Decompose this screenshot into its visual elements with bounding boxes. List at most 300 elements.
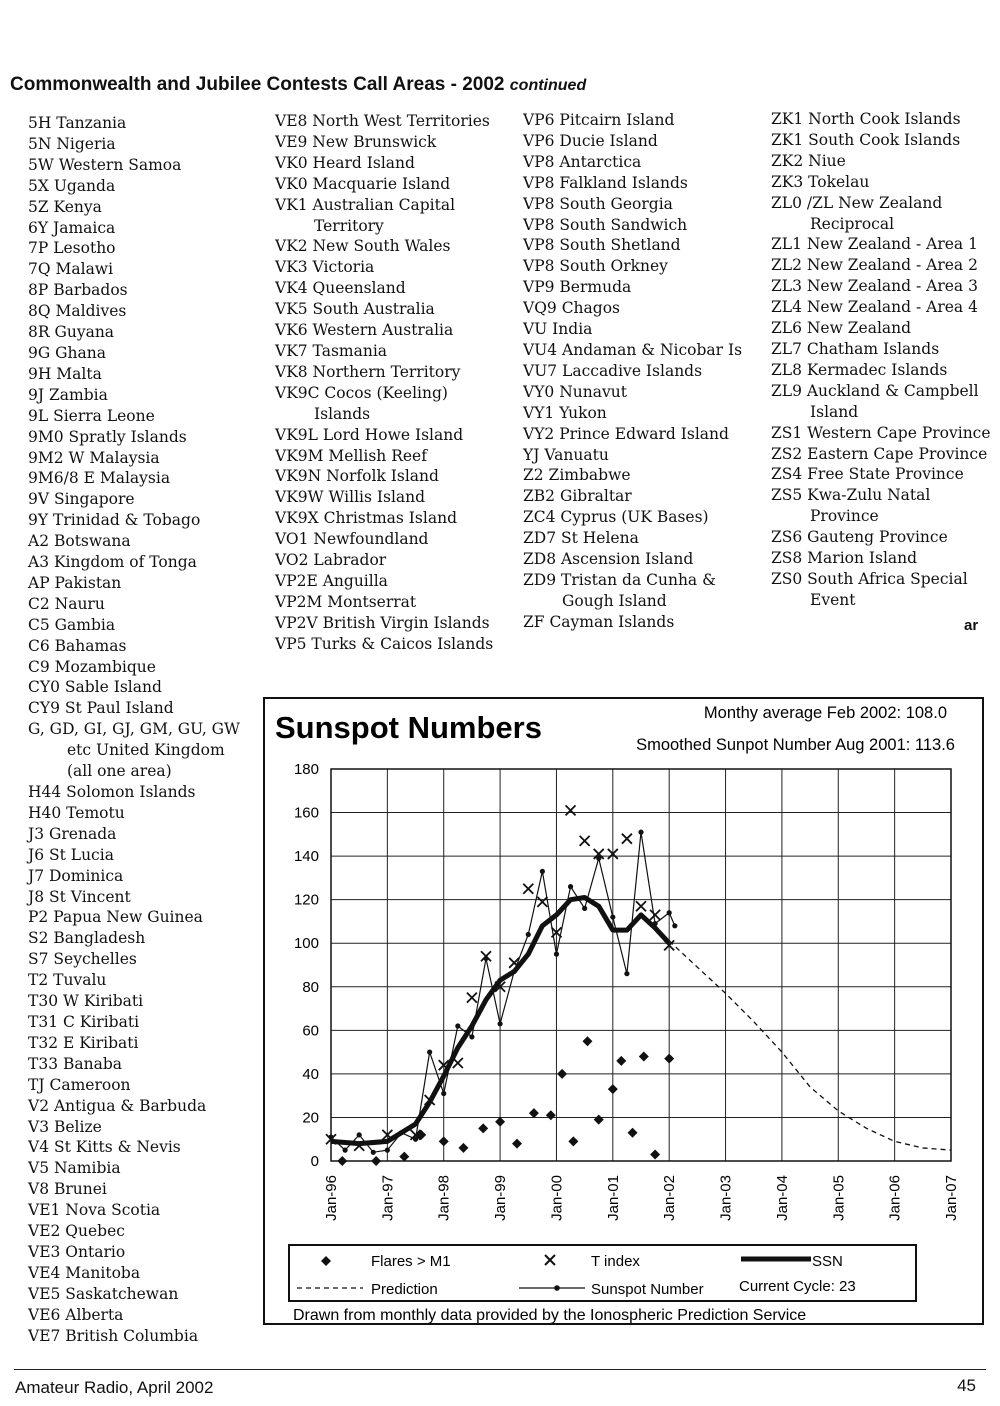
flares-point	[664, 1054, 674, 1064]
call-area-text: VK4 Queensland	[275, 279, 406, 298]
sunspot-number-point	[554, 952, 559, 957]
sunspot-number-point	[371, 1150, 376, 1155]
flares-point	[557, 1069, 567, 1079]
call-area-text: VE3 Ontario	[28, 1242, 126, 1261]
call-area-continuation: Territory	[314, 216, 384, 235]
call-area-text: ZL8 Kermadec Islands	[771, 360, 948, 379]
call-area-entry	[28, 1033, 240, 1054]
call-area-text: VE4 Manitoba	[28, 1263, 141, 1282]
call-area-text: ZS8 Marion Island	[771, 549, 918, 568]
call-area-text: ZK1 North Cook Islands	[771, 110, 961, 128]
call-area-text: 9G Ghana	[28, 343, 106, 362]
y-tick-label: 80	[302, 978, 319, 996]
call-area-text: T33 Banaba	[28, 1054, 123, 1073]
call-area-text: VP2V British Virgin Islands	[275, 613, 490, 632]
call-area-text: V8 Brunei	[28, 1180, 107, 1199]
call-area-entry	[28, 531, 240, 552]
page-number: 45	[957, 1376, 976, 1395]
call-area-text: VU India	[523, 320, 593, 339]
x-tick-label: Jan-07	[943, 1175, 960, 1221]
flares-point	[337, 1156, 347, 1166]
call-area-text: 9M2 W Malaysia	[28, 448, 160, 467]
call-area-text: ZL0 /ZL New Zealand	[771, 193, 943, 212]
t-index-point	[636, 901, 646, 911]
call-area-text: C6 Bahamas	[28, 636, 127, 655]
call-area-entry	[28, 594, 240, 615]
call-area-continuation: Province	[810, 507, 879, 526]
sunspot-number-point	[672, 923, 677, 928]
flares-point	[616, 1056, 626, 1066]
call-area-text: VP2E Anguilla	[275, 571, 388, 590]
call-area-text: 8R Guyana	[28, 323, 115, 342]
call-area-entry	[28, 1221, 240, 1242]
t-index-point	[453, 1058, 463, 1068]
call-area-entry	[28, 238, 240, 259]
call-area-text: 9L Sierra Leone	[28, 406, 155, 425]
call-area-entry	[28, 343, 240, 364]
call-area-text: T2 Tuvalu	[28, 971, 107, 990]
call-area-entry	[28, 385, 240, 406]
call-area-entry	[275, 299, 493, 320]
y-tick-label: 140	[293, 848, 319, 866]
call-area-continuation: Reciprocal	[810, 214, 895, 233]
call-area-entry	[771, 151, 991, 172]
call-area-entry	[275, 592, 493, 613]
legend-t-index-symbol	[545, 1255, 555, 1265]
call-area-entry	[771, 527, 991, 548]
article-signoff: ar	[964, 617, 979, 634]
call-area-text: J3 Grenada	[28, 824, 117, 843]
y-tick-label: 20	[302, 1109, 319, 1127]
call-area-entry	[275, 362, 493, 383]
call-area-entry	[523, 486, 742, 507]
call-area-text: ZK2 Niue	[771, 151, 846, 170]
call-area-text: VQ9 Chagos	[523, 299, 620, 318]
call-area-text: VP6 Ducie Island	[523, 131, 658, 150]
call-area-text: VK9L Lord Howe Island	[275, 425, 464, 444]
prediction-line	[669, 941, 951, 1150]
call-area-entry	[28, 1242, 240, 1263]
call-area-entry	[523, 277, 742, 298]
y-tick-label: 0	[310, 1153, 319, 1170]
call-area-text: VK1 Australian Capital	[275, 195, 456, 214]
call-area-entry	[523, 235, 742, 256]
call-area-entry	[28, 218, 240, 239]
call-area-text: 9V Singapore	[28, 490, 135, 509]
call-area-text: V4 St Kitts & Nevis	[28, 1138, 181, 1157]
call-area-text: ZL2 New Zealand - Area 2	[771, 256, 978, 275]
sunspot-number-point	[469, 1034, 474, 1039]
call-area-entry	[523, 152, 742, 173]
flares-point	[478, 1123, 488, 1133]
call-area-text: VE2 Quebec	[28, 1222, 125, 1241]
x-tick-label: Jan-99	[492, 1175, 510, 1221]
call-area-text: J6 St Lucia	[28, 845, 114, 864]
call-area-text: ZK1 South Cook Islands	[771, 130, 961, 149]
call-area-continuation: (all one area)	[67, 762, 172, 781]
call-area-entry	[28, 280, 240, 301]
legend-ssn-label: SSN	[812, 1253, 843, 1270]
plot-area-border	[331, 769, 951, 1161]
call-area-text: 9H Malta	[28, 364, 102, 383]
sunspot-number-point	[582, 906, 587, 911]
call-area-text: VU7 Laccadive Islands	[523, 361, 703, 380]
call-area-entry	[275, 320, 493, 341]
flares-point	[371, 1156, 381, 1166]
call-area-entry	[275, 487, 493, 508]
call-area-entry	[28, 636, 240, 657]
sunspot-number-point	[427, 1050, 432, 1055]
call-area-column-1	[28, 113, 240, 1346]
call-area-entry	[523, 256, 742, 277]
call-area-entry	[28, 113, 240, 134]
call-area-entry	[28, 197, 240, 218]
call-area-column-2	[275, 111, 493, 655]
sunspot-number-point	[652, 921, 657, 926]
call-area-text: 9J Zambia	[28, 385, 108, 404]
call-area-entry	[275, 383, 493, 425]
call-area-text: H44 Solomon Islands	[28, 783, 196, 801]
call-area-text: 5W Western Samoa	[28, 155, 182, 174]
legend-sunspot-symbol-dot	[554, 1285, 560, 1291]
call-area-entry	[523, 215, 742, 236]
call-area-entry	[523, 465, 742, 486]
call-area-text: VP8 South Orkney	[523, 257, 668, 276]
sunspot-number-point	[638, 830, 643, 835]
call-area-text: S2 Bangladesh	[28, 929, 146, 948]
call-area-text: ZS2 Eastern Cape Province	[771, 444, 988, 463]
call-area-entry	[275, 278, 493, 299]
call-area-text: TJ Cameroon	[28, 1075, 131, 1094]
sunspot-number-point	[624, 971, 629, 976]
t-index-point	[537, 897, 547, 907]
call-area-text: VP8 Falkland Islands	[523, 173, 688, 192]
flares-point	[628, 1128, 638, 1138]
call-area-text: 9M6/8 E Malaysia	[28, 469, 171, 488]
x-tick-label: Jan-01	[604, 1175, 622, 1221]
call-area-entry	[771, 485, 991, 527]
call-area-entry	[275, 634, 493, 655]
call-area-text: AP Pakistan	[28, 573, 122, 592]
call-area-entry	[28, 657, 240, 678]
call-area-entry	[28, 866, 240, 887]
call-area-text: VK0 Macquarie Island	[275, 174, 451, 193]
call-area-entry	[28, 1075, 240, 1096]
y-tick-label: 120	[293, 891, 319, 909]
call-area-text: 9Y Trinidad & Tobago	[28, 511, 201, 530]
call-area-entry	[523, 403, 742, 424]
call-area-text: 6Y Jamaica	[28, 218, 116, 237]
call-area-text: VK0 Heard Island	[275, 153, 415, 172]
legend-current-cycle: Current Cycle: 23	[739, 1278, 856, 1295]
call-area-entry	[28, 301, 240, 322]
t-index-point	[566, 805, 576, 815]
x-tick-label: Jan-97	[379, 1175, 397, 1221]
call-area-text: VE9 New Brunswick	[275, 132, 437, 151]
call-area-text: VY2 Prince Edward Island	[523, 424, 729, 443]
call-area-text: ZL6 New Zealand	[771, 319, 912, 338]
legend-flares-label: Flares > M1	[371, 1253, 451, 1270]
sunspot-number-point	[568, 884, 573, 889]
call-area-text: G, GD, GI, GJ, GM, GU, GW	[28, 720, 240, 739]
call-area-entry	[771, 569, 991, 611]
x-tick-label: Jan-06	[886, 1175, 904, 1221]
call-area-entry	[28, 176, 240, 197]
call-area-entry	[275, 132, 493, 153]
call-area-entry	[523, 110, 742, 131]
call-area-entry	[28, 552, 240, 573]
call-area-entry	[771, 276, 991, 297]
flares-point	[608, 1084, 618, 1094]
call-area-entry	[523, 507, 742, 528]
call-area-text: VK9N Norfolk Island	[275, 467, 439, 486]
call-area-entry	[28, 907, 240, 928]
call-area-text: P2 Papua New Guinea	[28, 908, 203, 927]
call-area-entry	[28, 1117, 240, 1138]
call-area-entry	[771, 255, 991, 276]
sunspot-number-point	[540, 869, 545, 874]
call-area-text: ZD9 Tristan da Cunha &	[523, 570, 716, 589]
footer-publication: Amateur Radio, April 2002	[15, 1378, 214, 1397]
call-area-entry	[28, 510, 240, 531]
call-area-entry	[771, 423, 991, 444]
sunspot-number-point	[497, 1021, 502, 1026]
sunspot-number-point	[526, 932, 531, 937]
call-area-text: VP6 Pitcairn Island	[523, 111, 675, 129]
call-area-text: ZL9 Auckland & Campbell	[771, 381, 979, 400]
call-area-entry	[28, 1137, 240, 1158]
sunspot-number-point	[342, 1148, 347, 1153]
flares-point	[582, 1036, 592, 1046]
flares-point	[546, 1110, 556, 1120]
y-tick-label: 40	[302, 1065, 319, 1083]
call-area-entry	[523, 424, 742, 445]
t-index-point	[622, 834, 632, 844]
chart-info-smoothed: Smoothed Sunpot Number Aug 2001: 113.6	[636, 736, 955, 754]
call-area-entry	[28, 991, 240, 1012]
call-area-text: 9M0 Spratly Islands	[28, 427, 187, 446]
call-area-text: ZB2 Gibraltar	[523, 487, 632, 506]
call-area-text: ZF Cayman Islands	[523, 612, 675, 631]
call-area-text: 8P Barbados	[28, 281, 128, 300]
call-area-entry	[275, 571, 493, 592]
call-area-text: ZK3 Tokelau	[771, 172, 870, 191]
call-area-entry	[28, 406, 240, 427]
x-tick-label: Jan-98	[435, 1175, 453, 1221]
call-area-text: VK5 South Australia	[275, 300, 435, 319]
chart-source-note: Drawn from monthly data provided by the Ionospheric Prediction Service	[293, 1307, 807, 1323]
call-area-entry	[275, 508, 493, 529]
call-area-text: 5N Nigeria	[28, 134, 116, 153]
call-area-text: 5H Tanzania	[28, 114, 127, 132]
call-area-text: T31 C Kiribati	[28, 1012, 140, 1031]
call-area-entry	[28, 573, 240, 594]
call-area-entry	[523, 612, 742, 633]
y-tick-label: 180	[293, 761, 319, 778]
call-area-text: VK6 Western Australia	[275, 321, 454, 340]
call-area-text: ZL1 New Zealand - Area 1	[771, 235, 978, 254]
call-area-text: ZL4 New Zealand - Area 4	[771, 298, 978, 317]
call-area-entry	[771, 444, 991, 465]
heading-continued: continued	[509, 77, 587, 94]
call-area-entry	[28, 1054, 240, 1075]
call-area-text: 5Z Kenya	[28, 197, 102, 216]
call-area-text: H40 Temotu	[28, 803, 125, 822]
call-area-continuation: etc United Kingdom	[67, 741, 225, 760]
call-area-text: T32 E Kiribati	[28, 1033, 139, 1052]
call-area-entry	[771, 193, 991, 235]
call-area-entry	[28, 1158, 240, 1179]
call-area-entry	[771, 297, 991, 318]
call-area-entry	[523, 361, 742, 382]
flares-point	[439, 1136, 449, 1146]
call-area-entry	[275, 174, 493, 195]
x-tick-label: Jan-02	[661, 1175, 679, 1221]
call-area-text: VK3 Victoria	[275, 258, 375, 277]
chart-title: Sunspot Numbers	[275, 710, 542, 745]
flares-point	[495, 1117, 505, 1127]
call-area-text: VP8 South Sandwich	[523, 215, 688, 234]
call-area-entry	[28, 1284, 240, 1305]
call-area-text: ZS1 Western Cape Province	[771, 423, 991, 442]
call-area-entry	[771, 234, 991, 255]
t-index-point	[580, 836, 590, 846]
call-area-entry	[28, 364, 240, 385]
call-area-text: VO1 Newfoundland	[275, 530, 429, 549]
sunspot-number-point	[610, 914, 615, 919]
call-area-text: VK8 Northern Territory	[275, 362, 461, 381]
call-area-entry	[771, 548, 991, 569]
call-area-text: V3 Belize	[28, 1117, 102, 1136]
sunspot-number-point	[512, 969, 517, 974]
call-area-text: A3 Kingdom of Tonga	[28, 553, 197, 572]
call-area-text: VU4 Andaman & Nicobar Is	[523, 340, 743, 359]
t-index-point	[650, 910, 660, 920]
call-area-column-4	[771, 109, 991, 611]
call-area-entry	[275, 153, 493, 174]
call-area-text: ZS5 Kwa-Zulu Natal	[771, 486, 931, 505]
call-area-entry	[523, 528, 742, 549]
heading-title: Commonwealth and Jubilee Contests Call Areas - 2002	[10, 74, 505, 95]
sunspot-number-point	[385, 1148, 390, 1153]
call-area-entry	[28, 970, 240, 991]
call-area-entry	[523, 194, 742, 215]
call-area-entry	[28, 259, 240, 280]
call-area-entry	[771, 360, 991, 381]
call-area-text: J7 Dominica	[28, 866, 124, 885]
call-area-text: 8Q Maldives	[28, 302, 127, 321]
call-area-entry	[28, 489, 240, 510]
call-area-text: C5 Gambia	[28, 615, 116, 634]
legend-prediction-label: Prediction	[371, 1281, 438, 1298]
legend-flares-symbol	[321, 1256, 331, 1266]
sunspot-chart	[263, 697, 984, 1325]
call-area-entry	[771, 464, 991, 485]
x-tick-label: Jan-05	[830, 1175, 848, 1221]
call-area-text: ZS4 Free State Province	[771, 465, 964, 484]
page-heading	[10, 74, 586, 96]
call-area-text: V5 Namibia	[28, 1159, 121, 1178]
y-tick-label: 160	[293, 804, 319, 822]
call-area-text: ZL7 Chatham Islands	[771, 339, 940, 358]
call-area-entry	[523, 340, 742, 361]
call-area-continuation: Gough Island	[562, 591, 667, 610]
call-area-entry	[28, 1305, 240, 1326]
call-area-entry	[28, 949, 240, 970]
call-area-entry	[28, 1012, 240, 1033]
call-area-entry	[275, 341, 493, 362]
call-area-text: V2 Antigua & Barbuda	[28, 1096, 207, 1115]
call-area-text: T30 W Kiribati	[28, 992, 144, 1011]
y-tick-label: 60	[302, 1022, 319, 1040]
call-area-entry	[523, 549, 742, 570]
call-area-entry	[28, 928, 240, 949]
call-area-text: VP9 Bermuda	[523, 278, 632, 297]
sunspot-chart-svg	[265, 699, 982, 1323]
call-area-entry	[28, 1263, 240, 1284]
call-area-continuation: Island	[810, 402, 859, 421]
call-area-entry	[28, 719, 240, 782]
call-area-entry	[771, 172, 991, 193]
call-area-entry	[28, 1200, 240, 1221]
call-area-entry	[275, 257, 493, 278]
call-area-text: VK9X Christmas Island	[275, 509, 457, 528]
call-area-entry	[275, 446, 493, 467]
call-area-text: J8 St Vincent	[28, 887, 131, 906]
call-area-text: VP8 Antarctica	[523, 152, 642, 171]
call-area-entry	[28, 322, 240, 343]
sunspot-number-line	[331, 832, 675, 1152]
call-area-entry	[523, 445, 742, 466]
call-area-entry	[275, 195, 493, 237]
flares-point	[594, 1115, 604, 1125]
legend-sunspot-label: Sunspot Number	[591, 1281, 704, 1298]
call-area-text: Z2 Zimbabwe	[523, 466, 631, 485]
call-area-entry	[523, 319, 742, 340]
call-area-entry	[275, 613, 493, 634]
call-area-text: A2 Botswana	[28, 532, 131, 551]
call-area-entry	[28, 155, 240, 176]
call-area-entry	[28, 1179, 240, 1200]
x-tick-label: Jan-00	[548, 1175, 566, 1221]
flares-point	[458, 1143, 468, 1153]
call-area-text: ZS0 South Africa Special	[771, 569, 968, 588]
call-area-text: 7P Lesotho	[28, 239, 116, 258]
sunspot-number-point	[667, 910, 672, 915]
call-area-text: ZD8 Ascension Island	[523, 550, 694, 569]
call-area-text: VK9C Cocos (Keeling)	[275, 383, 448, 402]
call-area-text: 5X Uganda	[28, 176, 116, 195]
call-area-text: VO2 Labrador	[275, 551, 387, 570]
flares-point	[529, 1108, 539, 1118]
call-area-entry	[275, 466, 493, 487]
call-area-entry	[28, 803, 240, 824]
call-area-entry	[275, 236, 493, 257]
flares-point	[650, 1149, 660, 1159]
call-area-text: ZS6 Gauteng Province	[771, 528, 948, 547]
call-area-text: ZL3 New Zealand - Area 3	[771, 277, 978, 296]
call-area-entry	[28, 782, 240, 803]
y-tick-label: 100	[293, 935, 319, 953]
call-area-entry	[523, 298, 742, 319]
call-area-entry	[28, 887, 240, 908]
call-area-continuation: Event	[810, 590, 856, 609]
x-tick-label: Jan-04	[773, 1175, 791, 1221]
call-area-entry	[28, 698, 240, 719]
call-area-entry	[28, 824, 240, 845]
call-area-text: VP2M Montserrat	[275, 592, 417, 611]
call-area-entry	[771, 318, 991, 339]
